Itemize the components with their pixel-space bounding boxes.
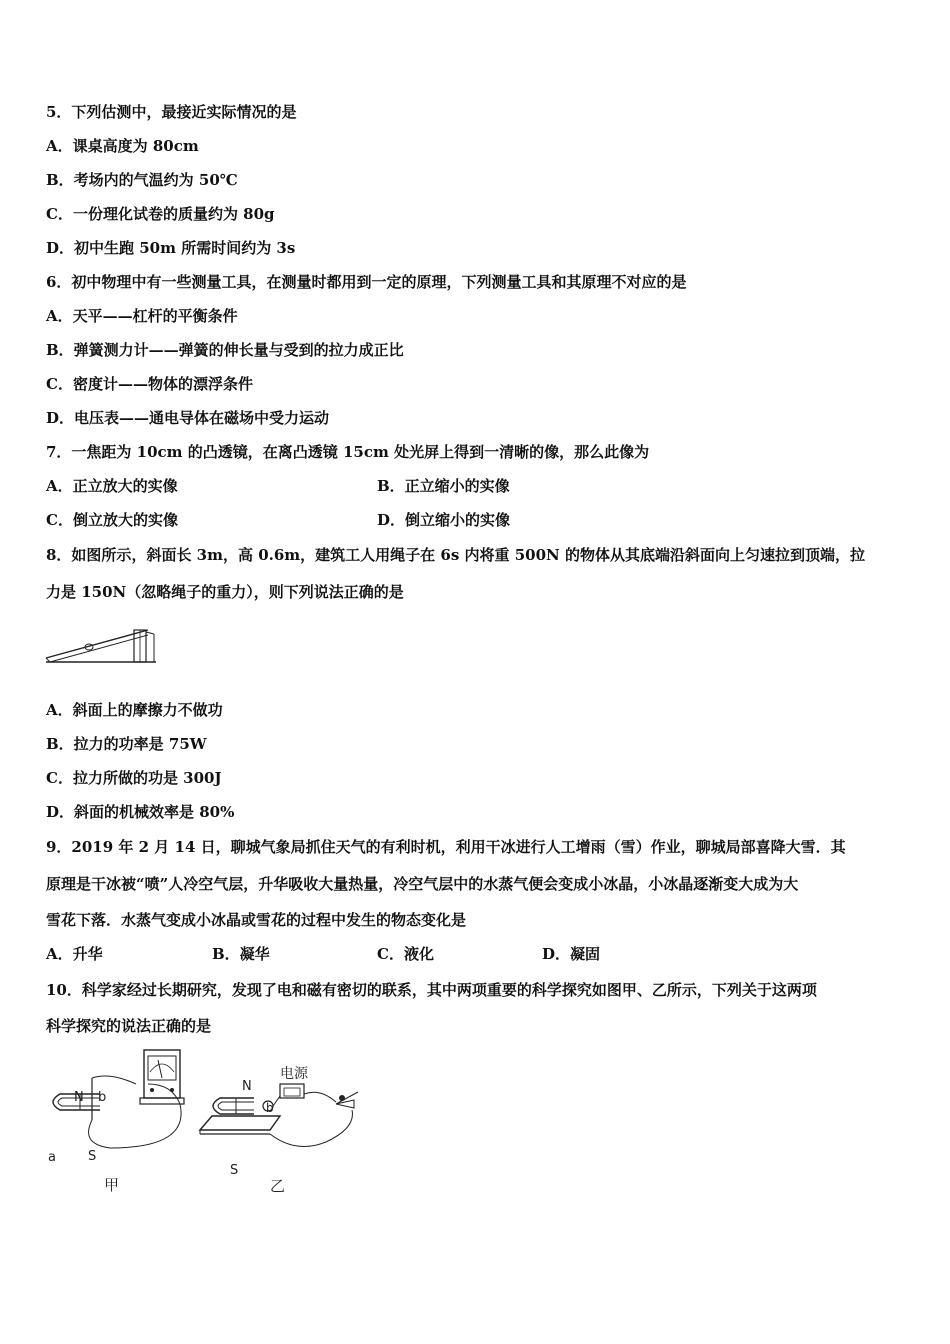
q10-stem-line2: 科学探究的说法正确的是 xyxy=(46,1017,212,1035)
q9-option-a[interactable]: A．升华 xyxy=(46,945,103,963)
q8-stem-line1: 8．如图所示，斜面长 3m，高 0.6m，建筑工人用绳子在 6s 内将重 500N 的物体从其底端沿斜面向上匀速拉到顶端，拉 xyxy=(46,546,865,564)
q6-stem: 6．初中物理中有一些测量工具，在测量时都用到一定的原理，下列测量工具和其原理不对应的是 xyxy=(46,273,687,291)
figure-jia xyxy=(40,1044,200,1196)
q6-option-a[interactable]: A．天平——杠杆的平衡条件 xyxy=(46,307,238,325)
jia-n-label: N xyxy=(74,1090,84,1105)
q8-option-a[interactable]: A．斜面上的摩擦力不做功 xyxy=(46,701,223,719)
jia-b-label: b xyxy=(98,1090,107,1105)
yi-s-label: S xyxy=(230,1163,239,1178)
q5-option-c[interactable]: C．一份理化试卷的质量约为 80g xyxy=(46,205,275,223)
q5-stem: 5．下列估测中，最接近实际情况的是 xyxy=(46,103,297,121)
q6-option-b[interactable]: B．弹簧测力计——弹簧的伸长量与受到的拉力成正比 xyxy=(46,341,404,359)
inclined-plane-figure xyxy=(44,614,160,666)
q5-option-a[interactable]: A．课桌高度为 80cm xyxy=(46,137,199,155)
q6-option-d[interactable]: D．电压表——通电导体在磁场中受力运动 xyxy=(46,409,330,427)
q6-option-c[interactable]: C．密度计——物体的漂浮条件 xyxy=(46,375,253,393)
q8-option-d[interactable]: D．斜面的机械效率是 80% xyxy=(46,803,235,821)
figure-yi xyxy=(196,1058,376,1198)
jia-a-label: a xyxy=(48,1150,56,1165)
jia-s-label: S xyxy=(88,1149,97,1164)
yi-power-label: 电源 xyxy=(280,1066,308,1082)
q9-option-d[interactable]: D．凝固 xyxy=(542,945,601,963)
q5-option-b[interactable]: B．考场内的气温约为 50℃ xyxy=(46,171,238,189)
q9-stem-line3: 雪花下落．水蒸气变成小冰晶或雪花的过程中发生的物态变化是 xyxy=(46,911,467,929)
yi-caption: 乙 xyxy=(270,1177,286,1195)
q9-option-c[interactable]: C．液化 xyxy=(377,945,434,963)
yi-n-label: N xyxy=(242,1079,252,1094)
q8-option-b[interactable]: B．拉力的功率是 75W xyxy=(46,735,207,753)
yi-b-label: b xyxy=(266,1101,274,1115)
q10-stem-line1: 10．科学家经过长期研究，发现了电和磁有密切的联系，其中两项重要的科学探究如图甲、乙所示，下列关于这两项 xyxy=(46,981,817,999)
q8-stem-line2: 力是 150N（忽略绳子的重力），则下列说法正确的是 xyxy=(46,583,404,601)
q7-option-c[interactable]: C．倒立放大的实像 xyxy=(46,511,178,529)
q7-option-a[interactable]: A．正立放大的实像 xyxy=(46,477,178,495)
q5-option-d[interactable]: D．初中生跑 50m 所需时间约为 3s xyxy=(46,239,296,257)
q7-stem: 7．一焦距为 10cm 的凸透镜，在离凸透镜 15cm 处光屏上得到一清晰的像，那么此像为 xyxy=(46,443,650,461)
q7-option-b[interactable]: B．正立缩小的实像 xyxy=(377,477,510,495)
q8-option-c[interactable]: C．拉力所做的功是 300J xyxy=(46,769,222,787)
jia-caption: 甲 xyxy=(104,1176,120,1194)
q9-stem-line1: 9．2019 年 2 月 14 日，聊城气象局抓住天气的有利时机，利用干冰进行人工增雨（雪）作业，聊城局部喜降大雪．其 xyxy=(46,838,846,856)
q7-option-d[interactable]: D．倒立缩小的实像 xyxy=(377,511,511,529)
q9-option-b[interactable]: B．凝华 xyxy=(212,945,270,963)
q9-stem-line2: 原理是干冰被“喷”人冷空气层，升华吸收大量热量，冷空气层中的水蒸气便会变成小冰晶，小冰晶逐渐变大成为大 xyxy=(46,875,799,893)
